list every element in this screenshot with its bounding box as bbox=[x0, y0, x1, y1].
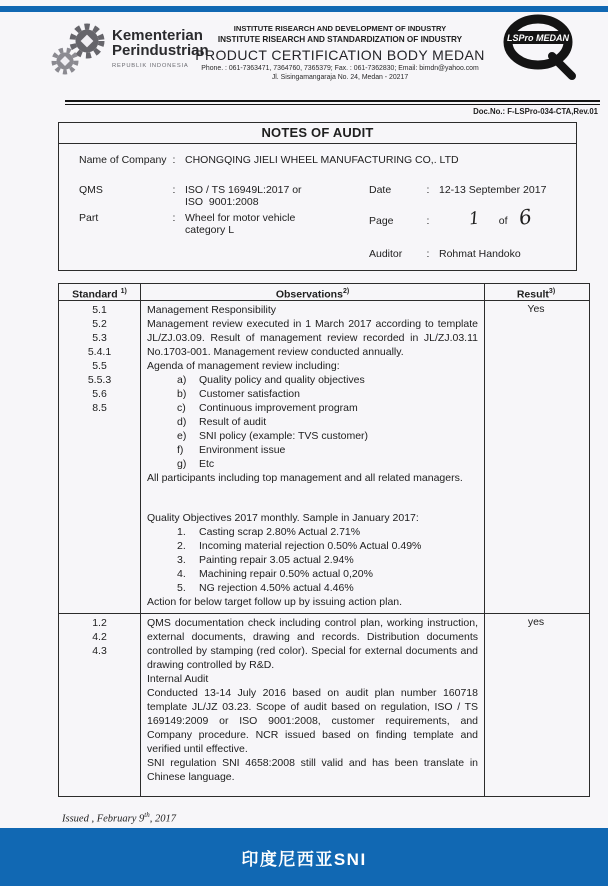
page-of-word: of bbox=[498, 215, 508, 227]
list-marker: f) bbox=[177, 444, 184, 456]
list-text: Continuous improvement program bbox=[199, 402, 358, 414]
agenda-item bbox=[147, 457, 478, 471]
observation-paragraph: Conducted 13-14 July 2016 based on audit plan number 160718 template JL/JZ 03.23. Scope of audit based on regulation, ISO / TS 169149:2009 or ISO 9001:2008, customer requirements, and Company procedure. NCR issued based on finding template and verified until effective. bbox=[147, 687, 478, 755]
institute-line2: INSTITUTE RISEARCH AND STANDARDIZATION OF INDUSTRY bbox=[217, 35, 463, 44]
standard-number: 1.2 bbox=[92, 617, 107, 629]
list-text: Incoming material rejection 0.50% Actual 0.49% bbox=[199, 540, 422, 552]
standard-number: 8.5 bbox=[92, 402, 107, 414]
part-value-line2: category L bbox=[185, 224, 235, 236]
institute-header bbox=[172, 24, 508, 81]
list-marker: 3. bbox=[177, 554, 186, 566]
form-title: NOTES OF AUDIT bbox=[59, 123, 576, 144]
scanned-audit-document bbox=[0, 6, 608, 886]
objective-item bbox=[147, 567, 478, 581]
list-text: Etc bbox=[199, 458, 215, 470]
auditor-label: Auditor bbox=[369, 248, 403, 260]
observation-subtitle: Internal Audit bbox=[147, 673, 209, 685]
part-label: Part bbox=[79, 212, 99, 224]
observations-cell bbox=[141, 301, 485, 613]
page-field bbox=[369, 204, 535, 230]
list-text: Quality policy and quality objectives bbox=[199, 374, 365, 386]
standard-number: 5.5.3 bbox=[87, 374, 112, 386]
list-text: NG rejection 4.50% actual 4.46% bbox=[199, 582, 354, 594]
list-text: Machining repair 0.50% actual 0,20% bbox=[199, 568, 373, 580]
agenda-item bbox=[147, 401, 478, 415]
colon: : bbox=[172, 154, 176, 166]
objective-item bbox=[147, 581, 478, 595]
colon: : bbox=[426, 248, 430, 260]
colon: : bbox=[172, 212, 176, 224]
issued-date-line: Issued , February 9th, 2017 bbox=[62, 811, 176, 825]
ministry-gear-logo-icon bbox=[48, 20, 110, 83]
list-text: Result of audit bbox=[199, 416, 267, 428]
objective-item bbox=[147, 553, 478, 567]
agenda-item bbox=[147, 373, 478, 387]
form-fields bbox=[59, 144, 576, 270]
list-marker: b) bbox=[177, 388, 187, 400]
observations-cell bbox=[141, 614, 485, 796]
certification-body-title: PRODUCT CERTIFICATION BODY MEDAN bbox=[195, 47, 485, 63]
objective-item bbox=[147, 525, 478, 539]
agenda-item bbox=[147, 415, 478, 429]
list-marker: a) bbox=[177, 374, 187, 386]
standard-cell bbox=[59, 614, 141, 796]
colon: : bbox=[426, 215, 430, 227]
standard-number: 5.4.1 bbox=[87, 346, 112, 358]
observation-paragraph: QMS documentation check including control plan, working instruction, external documents, drawing and records. Distribution documents controlled by stamping (red color). Special for external documents and drawing controlled by R&D. bbox=[147, 617, 478, 671]
list-text: SNI policy (example: TVS customer) bbox=[199, 430, 369, 442]
contact-line: Phone. : 061-7363471, 7364760, 7365379; Fax. : 061-7362830; Email: bimdn@yahoo.com bbox=[201, 65, 479, 72]
ministry-line2: Perindustrian bbox=[112, 42, 209, 59]
standard-cell bbox=[59, 301, 141, 613]
objective-item bbox=[147, 539, 478, 553]
action-line: Action for below target follow up by issuing action plan. bbox=[147, 596, 403, 608]
observations-column-header: Observations$^{2)}$ bbox=[141, 284, 485, 300]
page-total-handwritten: 6 bbox=[517, 204, 535, 230]
footer-banner-text: 印度尼西亚SNI bbox=[241, 849, 367, 869]
list-marker: e) bbox=[177, 430, 187, 442]
standard-number: 5.1 bbox=[92, 304, 107, 316]
table-row bbox=[59, 614, 589, 796]
list-text: Casting scrap 2.80% Actual 2.71% bbox=[199, 526, 361, 538]
address-line: Jl. Sisingamangaraja No. 24, Medan - 20217 bbox=[271, 74, 409, 81]
lspro-logo-text: LSPro MEDAN bbox=[506, 33, 570, 43]
header-divider-rule bbox=[65, 100, 600, 105]
table-row bbox=[59, 301, 589, 614]
observation-paragraph: SNI regulation SNI 4658:2008 still valid and has been translate in Chinese language. bbox=[147, 757, 478, 783]
standard-number: 5.5 bbox=[92, 360, 107, 372]
document-number: Doc.No.: F-LSPro-034-CTA,Rev.01 bbox=[473, 107, 598, 116]
standard-column-header: Standard $^{1)}$ bbox=[59, 284, 141, 300]
objectives-intro: Quality Objectives 2017 monthly. Sample in January 2017: bbox=[147, 512, 419, 524]
footer-banner bbox=[0, 828, 608, 886]
ministry-line1: Kementerian bbox=[112, 27, 203, 44]
list-text: Environment issue bbox=[199, 444, 286, 456]
standard-number: 4.3 bbox=[92, 645, 107, 657]
colon: : bbox=[172, 184, 176, 196]
date-label: Date bbox=[369, 184, 392, 196]
list-text: Customer satisfaction bbox=[199, 388, 300, 400]
qms-value-line2: ISO 9001:2008 bbox=[185, 196, 259, 208]
list-marker: c) bbox=[177, 402, 186, 414]
page-number-handwritten: 1 bbox=[467, 208, 481, 230]
standard-number: 4.2 bbox=[92, 631, 107, 643]
standard-number: 5.2 bbox=[92, 318, 107, 330]
company-value: CHONGQING JIELI WHEEL MANUFACTURING CO,. LTD bbox=[185, 154, 459, 166]
letterhead bbox=[0, 6, 608, 100]
lspro-medan-logo-icon bbox=[502, 14, 578, 85]
result-cell: yes bbox=[527, 616, 545, 628]
list-marker: 4. bbox=[177, 568, 186, 580]
participants-line: All participants including top management and all related managers. bbox=[147, 472, 463, 484]
auditor-value: Rohmat Handoko bbox=[439, 248, 521, 260]
audit-observations-table bbox=[58, 283, 590, 797]
page-label: Page bbox=[369, 215, 394, 227]
agenda-item bbox=[147, 387, 478, 401]
date-value: 12-13 September 2017 bbox=[439, 184, 547, 196]
observation-title: Management Responsibility bbox=[147, 304, 276, 316]
qms-field bbox=[79, 184, 302, 208]
observation-paragraph: Management review executed in 1 March 2017 according to template JL/ZJ.03.09. Result of management review recorded in JL/ZJ.03.11 No.1703-001. Management review conducted annually. bbox=[147, 318, 478, 358]
notes-of-audit-box bbox=[58, 122, 577, 271]
company-field bbox=[79, 154, 459, 166]
ministry-line3: REPUBLIK INDONESIA bbox=[112, 63, 189, 69]
auditor-field bbox=[369, 248, 521, 260]
company-label: Name of Company bbox=[79, 154, 167, 166]
list-marker: 2. bbox=[177, 540, 186, 552]
standard-number: 5.3 bbox=[92, 332, 107, 344]
result-column-header: Result$^{3)}$ bbox=[516, 288, 556, 301]
agenda-item bbox=[147, 443, 478, 457]
table-header-row bbox=[59, 284, 589, 301]
qms-value-line1: ISO / TS 16949L:2017 or bbox=[185, 184, 302, 196]
colon: : bbox=[426, 184, 430, 196]
list-marker: g) bbox=[177, 458, 187, 470]
agenda-intro: Agenda of management review including: bbox=[147, 360, 340, 372]
qms-label: QMS bbox=[79, 184, 103, 196]
list-marker: 5. bbox=[177, 582, 186, 594]
part-value-line1: Wheel for motor vehicle bbox=[185, 212, 296, 224]
list-marker: d) bbox=[177, 416, 187, 428]
agenda-item bbox=[147, 429, 478, 443]
institute-line1: INSTITUTE RISEARCH AND DEVELOPMENT OF INDUSTRY bbox=[233, 24, 447, 33]
part-field bbox=[79, 212, 295, 236]
list-text: Painting repair 3.05 actual 2.94% bbox=[199, 554, 354, 566]
standard-number: 5.6 bbox=[92, 388, 107, 400]
result-cell: Yes bbox=[527, 303, 545, 315]
list-marker: 1. bbox=[177, 526, 186, 538]
date-field bbox=[369, 184, 546, 196]
